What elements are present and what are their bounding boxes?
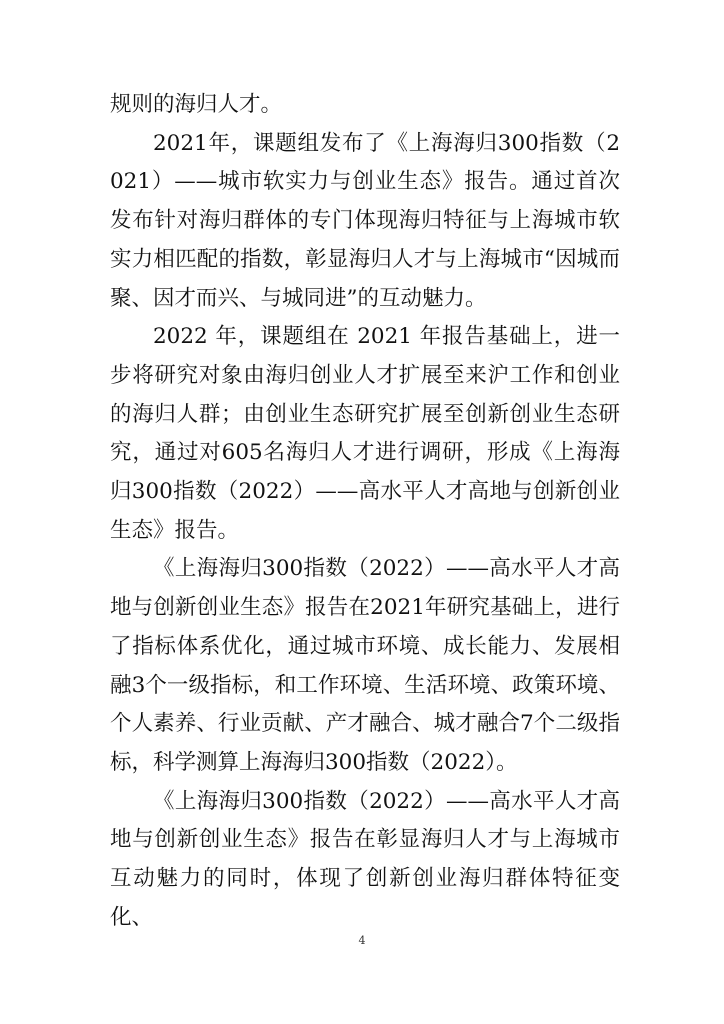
paragraph-2021-report: 2021年，课题组发布了《上海海归300指数（2021）——城市软实力与创业生态》报告。通过首次发布针对海归群体的专门体现海归特征与上海城市软实力相匹配的指数，彰显海归人才与上海城市“因城而聚、因才而兴、与城同进”的互动魅力。 [110,130,620,311]
paragraph-report-significance: 《上海海归300指数（2022）——高水平人才高地与创新创业生态》报告在彰显海归人才与上海城市互动魅力的同时，体现了创新创业海归群体特征变化、 [110,788,620,930]
body-text [110,86,620,937]
paragraph-continuation: 规则的海归人才。 [110,92,283,117]
paragraph-2022-survey: 2022 年，课题组在 2021 年报告基础上，进一步将研究对象由海归创业人才扩展至来沪工作和创业的海归人群；由创业生态研究扩展至创新创业生态研究，通过对605名海归人才进行调研，形成《上海海归300指数（2022）——高水平人才高地与创新创业生态》报告。 [110,324,620,543]
page-number: 4 [358,934,366,947]
paragraph-indicator-system: 《上海海归300指数（2022）——高水平人才高地与创新创业生态》报告在2021年研究基础上，进行了指标体系优化，通过城市环境、成长能力、发展相融3个一级指标，和工作环境、生活环境、政策环境、个人素养、行业贡献、产才融合、城才融合7个二级指标，科学测算上海海归300指数（2022）。 [110,556,620,775]
